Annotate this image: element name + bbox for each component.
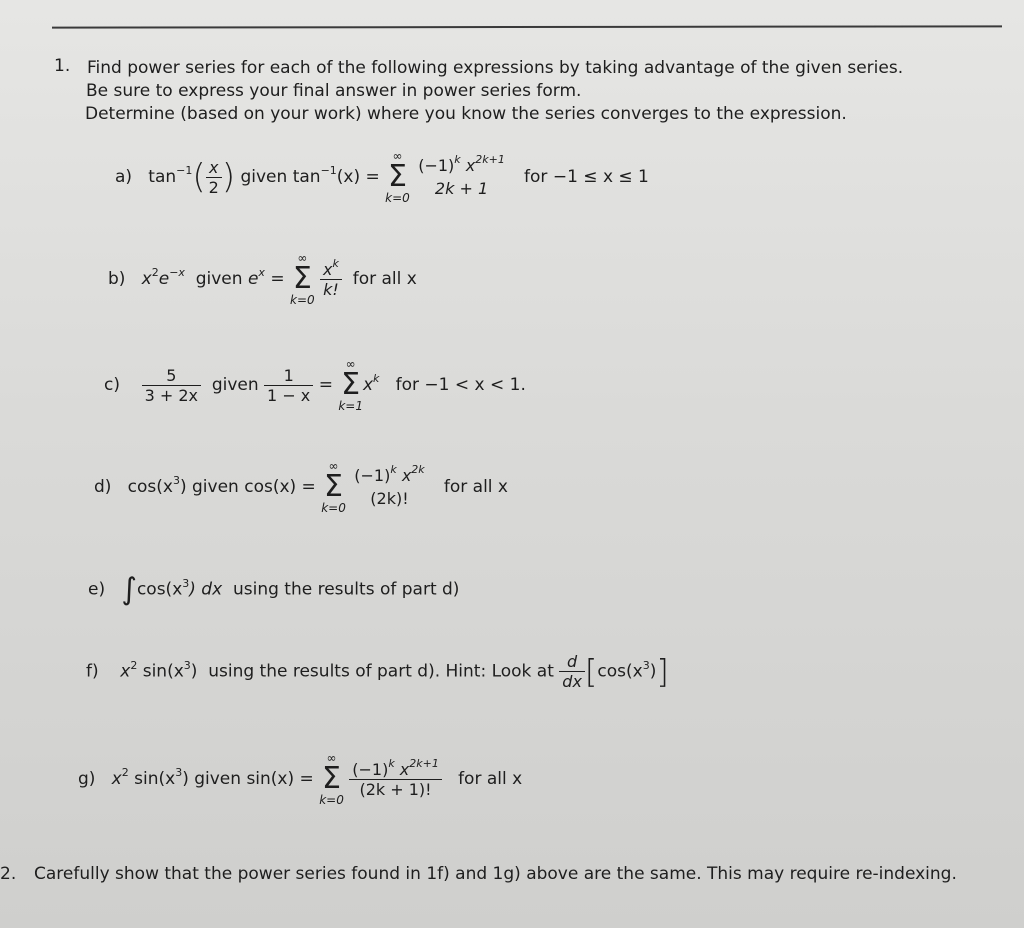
part-a-given: given — [240, 167, 288, 187]
part-g-condition: for all x — [458, 769, 523, 789]
part-f-label: f) — [86, 661, 99, 682]
part-f-text: using the results of part d). Hint: Look at — [208, 661, 554, 682]
part-a-fraction: $\frac{x}{2}$ — [206, 158, 222, 197]
part-b-term: $\frac{x^k}{k!}$ — [320, 260, 342, 299]
problem-1-line-1: Find power series for each of the following expressions by taking advantage of the given series. — [87, 58, 904, 78]
part-e-text: using the results of part d) — [232, 579, 460, 600]
part-g-term: $\frac{(-1)^k x^{2k+1}}{(2k + 1)!}$ — [349, 760, 442, 799]
part-a-tan: tan — [148, 167, 177, 187]
part-g-given: given sin(x) = — [194, 769, 314, 789]
part-c-fraction: $\frac{5}{3 + 2x}$ — [142, 366, 201, 405]
part-a: a) $\tan^{-1}$( $\frac{x}{2}$ ) given $\tan^{-1}(x)$ = ∞ Σ k=0 $(-1)^k$ $x^{2k+1}$ 2k + 1 for −1 ≤ x ≤ 1 — [115, 149, 649, 205]
part-b: b) $x^2e^{-x}$ given $e^x$ = ∞ Σ k=0 $\frac{x^k}{k!}$ for all x — [108, 251, 417, 307]
part-a-condition: for −1 ≤ x ≤ 1 — [524, 167, 649, 187]
part-g: g) $x^2$ $\sin(x^3)$ given sin(x) = ∞ Σ k=0 $\frac{(-1)^k x^{2k+1}}{(2k + 1)!}$ for all x — [78, 751, 523, 807]
part-d-label: d) — [94, 477, 112, 497]
part-f: f) $x^2$ $\sin(x^3)$ using the results of part d). Hint: Look at $\frac{d}{dx}$ $[\cos(x^3)]$ — [86, 652, 669, 691]
part-c-condition: for −1 < x < 1. — [395, 375, 526, 395]
part-e: e) $\int\cos(x^3)$ dx using the results of part d) — [88, 572, 460, 607]
top-rule — [52, 25, 1002, 28]
part-a-term: $(-1)^k$ $x^{2k+1}$ 2k + 1 — [418, 153, 505, 198]
problem-2-text: Carefully show that the power series found in 1f) and 1g) above are the same. This may require re-indexing. — [34, 864, 957, 884]
integral-symbol: ∫ — [121, 572, 137, 607]
part-d-given: given cos(x) = — [192, 477, 316, 497]
part-b-condition: for all x — [352, 269, 417, 289]
part-f-derivative: $\frac{d}{dx}$ — [559, 652, 585, 691]
problem-1-line-2: Be sure to express your final answer in power series form. — [86, 81, 582, 101]
part-c-sum: ∞ Σ k=1 — [338, 357, 363, 413]
part-b-given: given — [195, 269, 243, 289]
part-d: d) $\cos(x^3)$ given cos(x) = ∞ Σ k=0 $(-1)^k$ $x^{2k}$ (2k)! for all x — [94, 459, 508, 515]
part-d-term: $(-1)^k$ $x^{2k}$ (2k)! — [354, 463, 425, 508]
part-b-sum: ∞ Σ k=0 — [290, 251, 315, 307]
problem-2-number: 2. — [0, 864, 17, 884]
part-c-given: given — [211, 375, 259, 395]
part-g-sum: ∞ Σ k=0 — [319, 751, 344, 807]
problem-1-number: 1. — [54, 56, 71, 76]
problem-1-line-3: Determine (based on your work) where you know the series converges to the expression. — [85, 104, 847, 124]
part-c-label: c) — [104, 375, 120, 395]
part-a-label: a) — [115, 167, 133, 187]
part-d-sum: ∞ Σ k=0 — [321, 459, 346, 515]
part-a-tan2: tan — [292, 167, 321, 187]
part-c-fraction-2: $\frac{1}{1 - x}$ — [264, 366, 313, 405]
part-d-condition: for all x — [443, 477, 508, 497]
part-a-inv: −1 — [176, 164, 193, 177]
part-a-sum: ∞ Σ k=0 — [385, 149, 410, 205]
part-c: c) $\frac{5}{3 + 2x}$ given $\frac{1}{1 - x}$ = ∞ Σ k=1 $x^k$ for −1 < x < 1. — [104, 357, 526, 413]
part-e-label: e) — [88, 579, 106, 600]
part-b-label: b) — [108, 269, 126, 289]
part-g-label: g) — [78, 769, 96, 789]
